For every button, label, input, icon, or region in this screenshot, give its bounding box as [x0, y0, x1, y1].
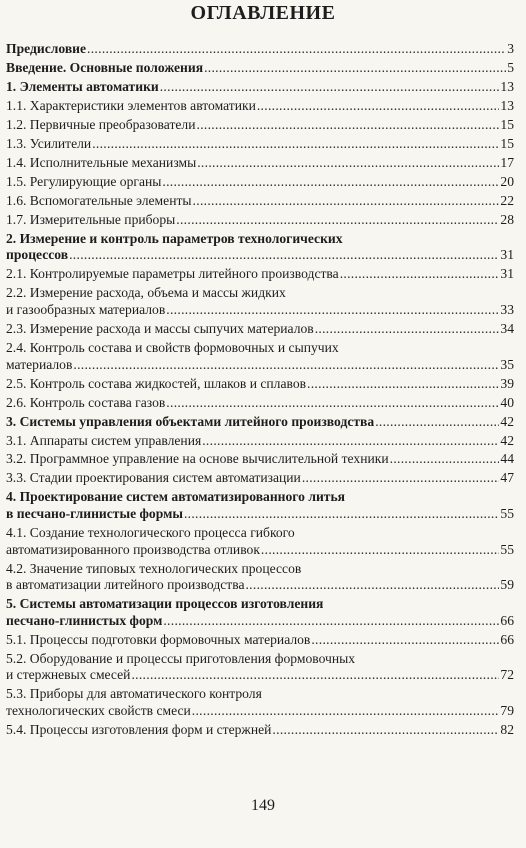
- dot-leader: [160, 79, 500, 96]
- toc-entry: [6, 596, 514, 629]
- dot-leader: [184, 506, 499, 523]
- toc-entry: [6, 525, 514, 558]
- toc-entry-title-line: 2.4. Контроль состава и свойств формовочных и сыпучих: [6, 339, 339, 355]
- dot-leader: [166, 302, 499, 319]
- table-of-contents: [6, 41, 514, 741]
- toc-page-number: 20: [500, 173, 514, 189]
- toc-entry-title: 5.1. Процессы подготовки формовочных материалов: [6, 631, 311, 647]
- toc-entry: [6, 433, 514, 450]
- toc-entry-title-line: 4.2. Значение типовых технологических процессов: [6, 560, 302, 576]
- toc-entry-title: 3. Системы управления объектами литейного производства: [6, 413, 375, 429]
- toc-entry-title: 1. Элементы автоматики: [6, 78, 159, 94]
- toc-entry: [6, 489, 514, 522]
- toc-entry-title: автоматизированного производства отливок: [6, 541, 260, 557]
- dot-leader: [162, 174, 499, 191]
- dot-leader: [193, 193, 500, 210]
- toc-entry-title: в автоматизации литейного производства: [6, 577, 245, 593]
- toc-entry-title-line: 4. Проектирование систем автоматизированного литья: [6, 489, 345, 505]
- toc-page-number: 42: [500, 413, 514, 429]
- toc-entry: [6, 193, 514, 210]
- toc-entry-title: 1.5. Регулирующие органы: [6, 173, 162, 189]
- toc-page-number: 13: [500, 97, 514, 113]
- dot-leader: [197, 155, 499, 172]
- toc-entry: [6, 561, 514, 594]
- toc-page-number: 44: [500, 451, 514, 467]
- toc-entry: [6, 686, 514, 719]
- toc-entry-title-line: 4.1. Создание технологического процесса гибкого: [6, 525, 295, 541]
- toc-entry: [6, 212, 514, 229]
- toc-entry: [6, 41, 514, 58]
- toc-entry-title-line: 5. Системы автоматизации процессов изготовления: [6, 596, 324, 612]
- toc-entry-title: 5.4. Процессы изготовления форм и стержней: [6, 721, 272, 737]
- toc-entry: [6, 376, 514, 393]
- toc-page-number: 15: [500, 116, 514, 132]
- toc-entry-title: 1.1. Характеристики элементов автоматики: [6, 97, 256, 113]
- dot-leader: [202, 433, 499, 450]
- toc-entry-title: 3.1. Аппараты систем управления: [6, 432, 202, 448]
- dot-leader: [192, 703, 500, 720]
- toc-entry: [6, 451, 514, 468]
- toc-entry-title: 1.2. Первичные преобразователи: [6, 116, 196, 132]
- toc-page-number: 35: [500, 356, 514, 372]
- dot-leader: [315, 321, 500, 338]
- toc-entry-title: Предисловие: [6, 41, 87, 56]
- toc-entry: [6, 60, 514, 77]
- toc-entry-title-line: 5.2. Оборудование и процессы приготовления формовочных: [6, 650, 356, 666]
- dot-leader: [166, 395, 499, 412]
- toc-page-number: 34: [500, 320, 514, 336]
- dot-leader: [257, 98, 500, 115]
- dot-leader: [390, 451, 500, 468]
- toc-page-number: 31: [500, 247, 514, 263]
- toc-entry: [6, 136, 514, 153]
- toc-page-number: 42: [500, 432, 514, 448]
- dot-leader: [340, 266, 500, 283]
- toc-entry: [6, 231, 514, 264]
- toc-entry: [6, 632, 514, 649]
- toc-entry: [6, 79, 514, 96]
- toc-page-number: 31: [500, 266, 514, 282]
- toc-entry: [6, 117, 514, 134]
- dot-leader: [311, 632, 499, 649]
- toc-entry-title-line: 2. Измерение и контроль параметров технологических: [6, 230, 343, 246]
- dot-leader: [69, 247, 499, 264]
- toc-page-number: 79: [500, 702, 514, 718]
- toc-entry-title: материалов: [6, 356, 73, 372]
- dot-leader: [176, 212, 499, 229]
- toc-entry-title: Введение. Основные положения: [6, 59, 204, 75]
- page-number: 149: [251, 797, 275, 814]
- toc-page-number: 82: [500, 721, 514, 737]
- toc-entry: [6, 285, 514, 318]
- toc-entry-title: 2.6. Контроль состава газов: [6, 394, 166, 410]
- toc-page-number: 66: [500, 612, 514, 628]
- toc-entry-title: 1.6. Вспомогательные элементы: [6, 192, 192, 208]
- toc-entry-title-line: 5.3. Приборы для автоматического контроля: [6, 686, 262, 702]
- toc-entry-title: и газообразных материалов: [6, 302, 166, 317]
- toc-page-number: 33: [500, 302, 514, 317]
- dot-leader: [197, 117, 500, 134]
- dot-leader: [92, 136, 499, 153]
- toc-entry-title: 1.3. Усилители: [6, 135, 92, 151]
- dot-leader: [87, 41, 506, 58]
- toc-entry: [6, 395, 514, 412]
- toc-page-number: 28: [500, 211, 514, 227]
- toc-entry: [6, 98, 514, 115]
- toc-page-number: 72: [500, 667, 514, 683]
- dot-leader: [204, 60, 506, 77]
- toc-entry-title: песчано-глинистых форм: [6, 612, 163, 628]
- dot-leader: [73, 357, 499, 374]
- toc-entry: [6, 266, 514, 283]
- toc-entry-title: 3.3. Стадии проектирования систем автоматизации: [6, 470, 301, 486]
- toc-page-number: 5: [507, 59, 514, 75]
- toc-page-number: 22: [500, 192, 514, 208]
- toc-entry-title: 2.5. Контроль состава жидкостей, шлаков и сплавов: [6, 375, 307, 391]
- toc-entry: [6, 722, 514, 739]
- dot-leader: [163, 613, 499, 630]
- toc-entry: [6, 340, 514, 373]
- toc-entry-title: в песчано-глинистые формы: [6, 506, 183, 522]
- toc-entry-title: 2.1. Контролируемые параметры литейного производства: [6, 266, 339, 282]
- toc-entry: [6, 470, 514, 487]
- toc-entry-title: и стержневых смесей: [6, 667, 131, 683]
- dot-leader: [272, 722, 499, 739]
- toc-page-number: 66: [500, 631, 514, 647]
- dot-leader: [261, 542, 499, 559]
- toc-page-number: 15: [500, 135, 514, 151]
- toc-entry-title: 1.4. Исполнительные механизмы: [6, 154, 197, 170]
- toc-entry: [6, 321, 514, 338]
- toc-page-number: 47: [500, 470, 514, 486]
- toc-entry-title: технологических свойств смеси: [6, 702, 191, 718]
- toc-page-number: 55: [500, 506, 514, 522]
- toc-page-number: 13: [500, 78, 514, 94]
- dot-leader: [302, 470, 500, 487]
- toc-page-number: 17: [500, 154, 514, 170]
- dot-leader: [375, 414, 499, 431]
- toc-page-number: 3: [507, 41, 514, 56]
- page-title: ОГЛАВЛЕНИЕ: [190, 2, 336, 24]
- toc-page-number: 59: [500, 577, 514, 593]
- toc-entry-title: 3.2. Программное управление на основе вычислительной техники: [6, 451, 389, 467]
- dot-leader: [245, 577, 499, 594]
- toc-page-number: 55: [500, 541, 514, 557]
- dot-leader: [131, 667, 499, 684]
- toc-entry: [6, 414, 514, 431]
- toc-entry: [6, 174, 514, 191]
- toc-entry-title: 1.7. Измерительные приборы: [6, 211, 176, 227]
- toc-entry: [6, 651, 514, 684]
- toc-entry-title-line: 2.2. Измерение расхода, объема и массы жидких: [6, 285, 286, 301]
- toc-page-number: 39: [500, 375, 514, 391]
- dot-leader: [307, 376, 499, 393]
- toc-entry-title: процессов: [6, 247, 69, 263]
- toc-page-number: 40: [500, 394, 514, 410]
- toc-entry-title: 2.3. Измерение расхода и массы сыпучих материалов: [6, 320, 314, 336]
- toc-entry: [6, 155, 514, 172]
